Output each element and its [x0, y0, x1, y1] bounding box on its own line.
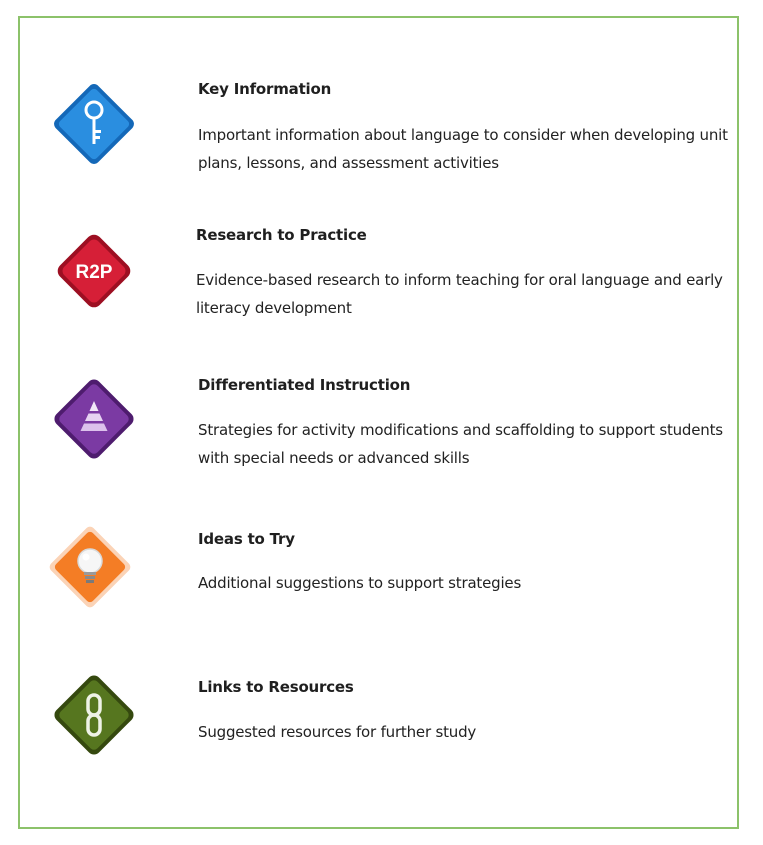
legend-item-description: Evidence-based research to inform teaching for oral language and early literacy development	[196, 271, 723, 317]
key-icon	[50, 80, 138, 168]
legend-item-description: Important information about language to consider when developing unit plans, lessons, and assessment activities	[198, 126, 728, 172]
icon-legend	[18, 16, 739, 829]
legend-item-title: Ideas to Try	[198, 530, 295, 548]
legend-item-description: Additional suggestions to support strategies	[198, 574, 522, 592]
chain-link-icon	[50, 671, 138, 759]
legend-item-description: Suggested resources for further study	[198, 723, 477, 741]
legend-item-title: Links to Resources	[198, 678, 354, 696]
pyramid-icon	[50, 375, 138, 463]
r2p-icon	[52, 229, 136, 313]
r2p-badge-text: R2P	[75, 262, 113, 283]
legend-item-title: Research to Practice	[196, 226, 367, 244]
legend-item-description: Strategies for activity modifications and scaffolding to support students with special needs or advanced skills	[198, 421, 723, 467]
legend-item-title: Key Information	[198, 80, 332, 98]
lightbulb-icon	[44, 521, 136, 613]
legend-item-title: Differentiated Instruction	[198, 376, 411, 394]
